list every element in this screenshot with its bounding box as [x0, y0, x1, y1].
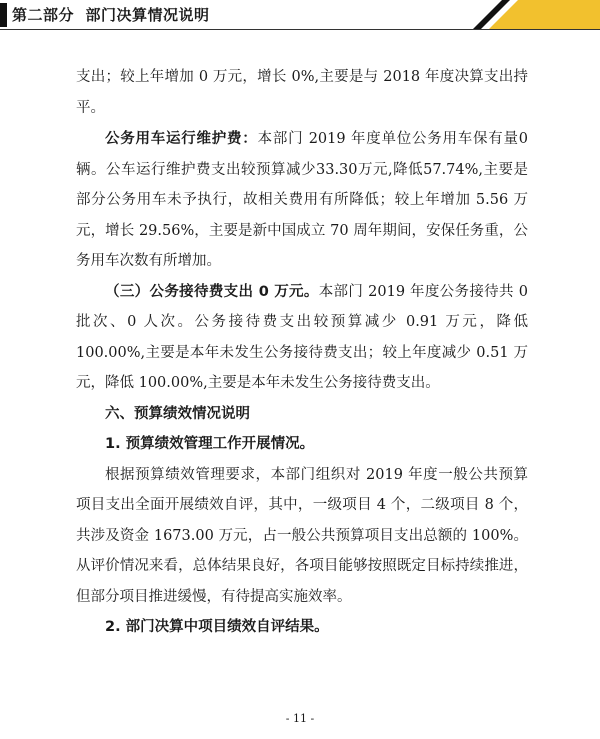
paragraph-performance-evaluation: 根据预算绩效管理要求，本部门组织对 2019 年度一般公共预算项目支出全面开展绩效自评，其中，一级项目 4 个，二级项目 8 个，共涉及资金 1673.00 万元，占一般公共预算项目支出总额的 100%。从评价情况来看，总体结果良好，各项目能够按照既定目标持续推进，但部分项目推进缓慢，有待提高实施效率。: [76, 466, 528, 605]
vehicle-maintenance-heading: 公务用车运行维护费：: [105, 131, 258, 147]
page-number: - 11 -: [285, 712, 315, 725]
subheading-project-self-evaluation: 2. 部门决算中项目绩效自评结果。: [105, 619, 329, 635]
page-header: [0, 0, 600, 30]
reception-expense-heading: （三）公务接待费支出 0 万元。: [105, 283, 319, 300]
section-heading-performance: 六、预算绩效情况说明: [105, 405, 250, 422]
subheading-performance-management: 1. 预算绩效管理工作开展情况。: [105, 436, 315, 452]
paragraph-continuation: 支出；较上年增加 0 万元，增长 0%,主要是与 2018 年度决算支出持平。: [76, 69, 528, 116]
paragraph-reception-expense: [76, 277, 528, 399]
vehicle-maintenance-text: 本部门 2019 年度单位公务用车保有量0辆。公车运行维护费支出较预算减少33.30万元,降低57.74%,主要是部分公务用车未予执行，故相关费用有所降低；较上年增加 5.56 万元，增长 29.56%，主要是新中国成立 70 周年期间，安保任务重，公务用车次数有所增加。: [76, 131, 529, 269]
header-stripe-decoration: [462, 0, 600, 30]
header-rule: [0, 29, 600, 30]
section-title: 第二部分 部门决算情况说明: [12, 6, 210, 24]
document-body: [76, 62, 528, 643]
header-marker-bar: [0, 3, 7, 27]
reception-expense-text: 本部门 2019 年度公务接待共 0 批次、0 人次。公务接待费支出较预算减少 0.91 万元，降低 100.00%,主要是本年未发生公务接待费支出；较上年度减少 0.51 万元，降低 100.00%,主要是本年未发生公务接待费支出。: [76, 283, 528, 391]
paragraph-vehicle-maintenance: [76, 124, 528, 277]
